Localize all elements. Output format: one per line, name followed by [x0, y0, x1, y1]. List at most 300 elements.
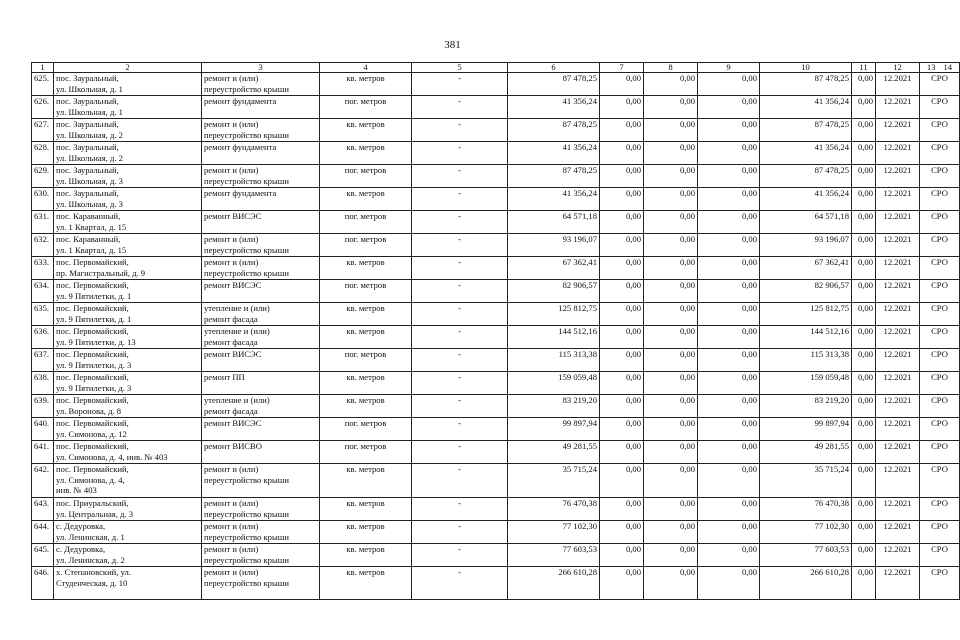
fund-cell: 0,00	[698, 303, 760, 326]
fund-cell: 0,00	[852, 544, 876, 567]
work-type-cell: ремонт и (или) переустройство крыши	[202, 544, 320, 567]
fund-cell: 0,00	[600, 349, 644, 372]
fund-cell: 0,00	[600, 211, 644, 234]
fund-cell: 0,00	[644, 142, 698, 165]
unit-cell: пог. метров	[320, 234, 412, 257]
cost-cell: 49 281,55	[508, 441, 600, 464]
cost-cell: 41 356,24	[508, 96, 600, 119]
fund-cell: 0,00	[852, 73, 876, 96]
volume-cell: -	[412, 567, 508, 600]
fund-cell: 0,00	[698, 280, 760, 303]
fund-cell: 0,00	[644, 418, 698, 441]
total-cell: 87 478,25	[760, 119, 852, 142]
fund-cell: 0,00	[644, 567, 698, 600]
table-row	[32, 544, 960, 567]
fund-cell: 0,00	[852, 188, 876, 211]
table-row	[32, 211, 960, 234]
address-cell: пос. Караванный, ул. 1 Квартал, д. 15	[54, 234, 202, 257]
fund-cell: 0,00	[644, 441, 698, 464]
fund-cell: 0,00	[852, 395, 876, 418]
fund-cell: 0,00	[644, 119, 698, 142]
column-header: 8	[644, 63, 698, 73]
volume-cell: -	[412, 211, 508, 234]
row-number: 636.	[32, 326, 54, 349]
volume-cell: -	[412, 119, 508, 142]
method-cell: СРО	[920, 544, 960, 567]
fund-cell: 0,00	[852, 418, 876, 441]
volume-cell: -	[412, 234, 508, 257]
fund-cell: 0,00	[644, 521, 698, 544]
total-cell: 41 356,24	[760, 188, 852, 211]
address-cell: пос. Первомайский, ул. 9 Пятилетки, д. 1	[54, 280, 202, 303]
method-cell: СРО	[920, 303, 960, 326]
total-cell: 159 059,48	[760, 372, 852, 395]
fund-cell: 0,00	[600, 544, 644, 567]
cost-cell: 64 571,18	[508, 211, 600, 234]
fund-cell: 0,00	[644, 73, 698, 96]
table-row	[32, 521, 960, 544]
column-header: 5	[412, 63, 508, 73]
fund-cell: 0,00	[698, 464, 760, 498]
fund-cell: 0,00	[600, 73, 644, 96]
fund-cell: 0,00	[698, 372, 760, 395]
volume-cell: -	[412, 521, 508, 544]
fund-cell: 0,00	[644, 211, 698, 234]
work-type-cell: утепление и (или) ремонт фасада	[202, 395, 320, 418]
total-cell: 144 512,16	[760, 326, 852, 349]
method-cell: СРО	[920, 441, 960, 464]
row-number: 627.	[32, 119, 54, 142]
row-number: 642.	[32, 464, 54, 498]
table-row	[32, 464, 960, 498]
fund-cell: 0,00	[600, 165, 644, 188]
fund-cell: 0,00	[852, 142, 876, 165]
deadline-cell: 12.2021	[876, 188, 920, 211]
work-type-cell: ремонт и (или) переустройство крыши	[202, 234, 320, 257]
work-type-cell: утепление и (или) ремонт фасада	[202, 303, 320, 326]
fund-cell: 0,00	[852, 234, 876, 257]
method-cell: СРО	[920, 418, 960, 441]
column-header: 9	[698, 63, 760, 73]
address-cell: пос. Приуральский, ул. Центральная, д. 3	[54, 498, 202, 521]
fund-cell: 0,00	[698, 326, 760, 349]
unit-cell: кв. метров	[320, 326, 412, 349]
method-cell: СРО	[920, 73, 960, 96]
fund-cell: 0,00	[644, 326, 698, 349]
deadline-cell: 12.2021	[876, 544, 920, 567]
deadline-cell: 12.2021	[876, 142, 920, 165]
volume-cell: -	[412, 303, 508, 326]
unit-cell: пог. метров	[320, 280, 412, 303]
cost-cell: 41 356,24	[508, 188, 600, 211]
table-row	[32, 418, 960, 441]
unit-cell: кв. метров	[320, 372, 412, 395]
fund-cell: 0,00	[698, 544, 760, 567]
deadline-cell: 12.2021	[876, 257, 920, 280]
deadline-cell: 12.2021	[876, 464, 920, 498]
address-cell: пос. Зауральный, ул. Школьная, д. 2	[54, 119, 202, 142]
deadline-cell: 12.2021	[876, 303, 920, 326]
unit-cell: кв. метров	[320, 544, 412, 567]
column-header: 10	[760, 63, 852, 73]
volume-cell: -	[412, 544, 508, 567]
row-number: 631.	[32, 211, 54, 234]
volume-cell: -	[412, 73, 508, 96]
address-cell: пос. Первомайский, ул. Симонова, д. 4, инв. № 403	[54, 441, 202, 464]
method-cell: СРО	[920, 165, 960, 188]
unit-cell: пог. метров	[320, 418, 412, 441]
total-cell: 76 470,38	[760, 498, 852, 521]
volume-cell: -	[412, 418, 508, 441]
address-cell: пос. Первомайский, ул. Симонова, д. 12	[54, 418, 202, 441]
table-row	[32, 372, 960, 395]
fund-cell: 0,00	[852, 464, 876, 498]
cost-cell: 41 356,24	[508, 142, 600, 165]
work-type-cell: ремонт ВИСЭС	[202, 349, 320, 372]
column-header: 1	[32, 63, 54, 73]
deadline-cell: 12.2021	[876, 119, 920, 142]
address-cell: пос. Зауральный, ул. Школьная, д. 1	[54, 73, 202, 96]
work-type-cell: ремонт и (или) переустройство крыши	[202, 73, 320, 96]
fund-cell: 0,00	[698, 119, 760, 142]
volume-cell: -	[412, 142, 508, 165]
total-cell: 64 571,18	[760, 211, 852, 234]
total-cell: 115 313,38	[760, 349, 852, 372]
fund-cell: 0,00	[698, 96, 760, 119]
total-cell: 41 356,24	[760, 96, 852, 119]
table-row	[32, 119, 960, 142]
work-type-cell: ремонт ВИСЭС	[202, 211, 320, 234]
fund-cell: 0,00	[698, 418, 760, 441]
unit-cell: пог. метров	[320, 96, 412, 119]
cost-cell: 144 512,16	[508, 326, 600, 349]
fund-cell: 0,00	[600, 498, 644, 521]
column-header: 6	[508, 63, 600, 73]
total-cell: 41 356,24	[760, 142, 852, 165]
address-cell: пос. Зауральный, ул. Школьная, д. 3	[54, 188, 202, 211]
column-header: 7	[600, 63, 644, 73]
work-type-cell: ремонт и (или) переустройство крыши	[202, 119, 320, 142]
deadline-cell: 12.2021	[876, 498, 920, 521]
work-type-cell: ремонт фундамента	[202, 96, 320, 119]
cost-cell: 115 313,38	[508, 349, 600, 372]
work-type-cell: ремонт ПП	[202, 372, 320, 395]
fund-cell: 0,00	[852, 498, 876, 521]
work-type-cell: утепление и (или) ремонт фасада	[202, 326, 320, 349]
fund-cell: 0,00	[600, 395, 644, 418]
fund-cell: 0,00	[644, 257, 698, 280]
fund-cell: 0,00	[600, 418, 644, 441]
fund-cell: 0,00	[852, 119, 876, 142]
fund-cell: 0,00	[600, 142, 644, 165]
method-cell: СРО	[920, 188, 960, 211]
method-cell: СРО	[920, 372, 960, 395]
fund-cell: 0,00	[600, 441, 644, 464]
cost-cell: 35 715,24	[508, 464, 600, 498]
fund-cell: 0,00	[600, 234, 644, 257]
method-cell: СРО	[920, 96, 960, 119]
row-number: 644.	[32, 521, 54, 544]
fund-cell: 0,00	[644, 165, 698, 188]
fund-cell: 0,00	[698, 165, 760, 188]
fund-cell: 0,00	[698, 257, 760, 280]
unit-cell: пог. метров	[320, 211, 412, 234]
deadline-cell: 12.2021	[876, 96, 920, 119]
method-cell: СРО	[920, 119, 960, 142]
cost-cell: 76 470,38	[508, 498, 600, 521]
table-row	[32, 441, 960, 464]
fund-cell: 0,00	[644, 96, 698, 119]
address-cell: пос. Караванный, ул. 1 Квартал, д. 15	[54, 211, 202, 234]
method-cell: СРО	[920, 567, 960, 600]
fund-cell: 0,00	[600, 188, 644, 211]
fund-cell: 0,00	[852, 303, 876, 326]
row-number: 635.	[32, 303, 54, 326]
method-cell: СРО	[920, 257, 960, 280]
table-row	[32, 326, 960, 349]
work-type-cell: ремонт ВИСЭС	[202, 418, 320, 441]
fund-cell: 0,00	[852, 211, 876, 234]
total-cell: 49 281,55	[760, 441, 852, 464]
row-number: 640.	[32, 418, 54, 441]
fund-cell: 0,00	[852, 165, 876, 188]
fund-cell: 0,00	[852, 257, 876, 280]
work-type-cell: ремонт и (или) переустройство крыши	[202, 498, 320, 521]
table-row	[32, 567, 960, 600]
fund-cell: 0,00	[852, 326, 876, 349]
fund-cell: 0,00	[600, 257, 644, 280]
total-cell: 77 603,53	[760, 544, 852, 567]
method-cell: СРО	[920, 234, 960, 257]
cost-cell: 83 219,20	[508, 395, 600, 418]
unit-cell: кв. метров	[320, 498, 412, 521]
total-cell: 99 897,94	[760, 418, 852, 441]
unit-cell: кв. метров	[320, 464, 412, 498]
method-cell: СРО	[920, 464, 960, 498]
fund-cell: 0,00	[698, 395, 760, 418]
method-cell: СРО	[920, 326, 960, 349]
unit-cell: кв. метров	[320, 395, 412, 418]
volume-cell: -	[412, 395, 508, 418]
column-header: 4	[320, 63, 412, 73]
fund-cell: 0,00	[698, 567, 760, 600]
row-number: 626.	[32, 96, 54, 119]
capital-repair-table	[31, 62, 960, 600]
method-cell: СРО	[920, 521, 960, 544]
fund-cell: 0,00	[698, 211, 760, 234]
deadline-cell: 12.2021	[876, 395, 920, 418]
work-type-cell: ремонт и (или) переустройство крыши	[202, 165, 320, 188]
volume-cell: -	[412, 96, 508, 119]
address-cell: х. Степановский, ул. Студенческая, д. 10	[54, 567, 202, 600]
total-cell: 83 219,20	[760, 395, 852, 418]
address-cell: пос. Первомайский, ул. Симонова, д. 4, инв. № 403	[54, 464, 202, 498]
deadline-cell: 12.2021	[876, 211, 920, 234]
fund-cell: 0,00	[600, 372, 644, 395]
fund-cell: 0,00	[698, 349, 760, 372]
fund-cell: 0,00	[600, 521, 644, 544]
table-body	[32, 73, 960, 600]
fund-cell: 0,00	[644, 372, 698, 395]
column-header	[920, 63, 960, 73]
unit-cell: пог. метров	[320, 349, 412, 372]
address-cell: пос. Первомайский, пр. Магистральный, д. 9	[54, 257, 202, 280]
volume-cell: -	[412, 257, 508, 280]
work-type-cell: ремонт фундамента	[202, 142, 320, 165]
fund-cell: 0,00	[698, 234, 760, 257]
volume-cell: -	[412, 326, 508, 349]
fund-cell: 0,00	[644, 349, 698, 372]
deadline-cell: 12.2021	[876, 418, 920, 441]
address-cell: пос. Зауральный, ул. Школьная, д. 2	[54, 142, 202, 165]
fund-cell: 0,00	[644, 498, 698, 521]
deadline-cell: 12.2021	[876, 349, 920, 372]
table-row	[32, 395, 960, 418]
volume-cell: -	[412, 188, 508, 211]
fund-cell: 0,00	[600, 567, 644, 600]
fund-cell: 0,00	[698, 441, 760, 464]
fund-cell: 0,00	[852, 96, 876, 119]
deadline-cell: 12.2021	[876, 234, 920, 257]
cost-cell: 159 059,48	[508, 372, 600, 395]
fund-cell: 0,00	[644, 544, 698, 567]
fund-cell: 0,00	[698, 73, 760, 96]
work-type-cell: ремонт ВИСЭС	[202, 280, 320, 303]
row-number: 633.	[32, 257, 54, 280]
fund-cell: 0,00	[644, 188, 698, 211]
volume-cell: -	[412, 349, 508, 372]
address-cell: пос. Первомайский, ул. Воронова, д. 8	[54, 395, 202, 418]
unit-cell: кв. метров	[320, 567, 412, 600]
cost-cell: 87 478,25	[508, 119, 600, 142]
total-cell: 125 812,75	[760, 303, 852, 326]
row-number: 637.	[32, 349, 54, 372]
method-cell: СРО	[920, 280, 960, 303]
volume-cell: -	[412, 498, 508, 521]
row-number: 629.	[32, 165, 54, 188]
fund-cell: 0,00	[600, 464, 644, 498]
fund-cell: 0,00	[644, 395, 698, 418]
fund-cell: 0,00	[852, 349, 876, 372]
deadline-cell: 12.2021	[876, 280, 920, 303]
volume-cell: -	[412, 165, 508, 188]
row-number: 634.	[32, 280, 54, 303]
work-type-cell: ремонт и (или) переустройство крыши	[202, 567, 320, 600]
table-row	[32, 96, 960, 119]
cost-cell: 87 478,25	[508, 165, 600, 188]
total-cell: 82 906,57	[760, 280, 852, 303]
fund-cell: 0,00	[852, 521, 876, 544]
address-cell: пос. Зауральный, ул. Школьная, д. 1	[54, 96, 202, 119]
address-cell: пос. Первомайский, ул. 9 Пятилетки, д. 3	[54, 372, 202, 395]
table-row	[32, 280, 960, 303]
table-row	[32, 234, 960, 257]
column-header: 12	[876, 63, 920, 73]
unit-cell: кв. метров	[320, 257, 412, 280]
work-type-cell: ремонт ВИСВО	[202, 441, 320, 464]
cost-cell: 87 478,25	[508, 73, 600, 96]
cost-cell: 93 196,07	[508, 234, 600, 257]
deadline-cell: 12.2021	[876, 165, 920, 188]
fund-cell: 0,00	[600, 280, 644, 303]
unit-cell: кв. метров	[320, 521, 412, 544]
fund-cell: 0,00	[698, 142, 760, 165]
deadline-cell: 12.2021	[876, 441, 920, 464]
unit-cell: пог. метров	[320, 441, 412, 464]
volume-cell: -	[412, 464, 508, 498]
cost-cell: 125 812,75	[508, 303, 600, 326]
deadline-cell: 12.2021	[876, 567, 920, 600]
address-cell: с. Дедуровка, ул. Ленинская, д. 2	[54, 544, 202, 567]
address-cell: пос. Первомайский, ул. 9 Пятилетки, д. 3	[54, 349, 202, 372]
unit-cell: кв. метров	[320, 303, 412, 326]
table-row	[32, 257, 960, 280]
fund-cell: 0,00	[600, 303, 644, 326]
deadline-cell: 12.2021	[876, 326, 920, 349]
row-number: 632.	[32, 234, 54, 257]
unit-cell: кв. метров	[320, 142, 412, 165]
table-row	[32, 188, 960, 211]
fund-cell: 0,00	[644, 234, 698, 257]
cost-cell: 266 610,28	[508, 567, 600, 600]
table-row	[32, 349, 960, 372]
method-cell: СРО	[920, 142, 960, 165]
work-type-cell: ремонт и (или) переустройство крыши	[202, 521, 320, 544]
fund-cell: 0,00	[852, 441, 876, 464]
work-type-cell: ремонт фундамента	[202, 188, 320, 211]
volume-cell: -	[412, 280, 508, 303]
column-header: 13	[926, 62, 936, 72]
address-cell: пос. Первомайский, ул. 9 Пятилетки, д. 13	[54, 326, 202, 349]
column-header: 14	[943, 62, 953, 72]
total-cell: 87 478,25	[760, 165, 852, 188]
table-row	[32, 498, 960, 521]
total-cell: 35 715,24	[760, 464, 852, 498]
fund-cell: 0,00	[644, 464, 698, 498]
cost-cell: 77 102,30	[508, 521, 600, 544]
address-cell: пос. Зауральный, ул. Школьная, д. 3	[54, 165, 202, 188]
cost-cell: 82 906,57	[508, 280, 600, 303]
cost-cell: 67 362,41	[508, 257, 600, 280]
deadline-cell: 12.2021	[876, 521, 920, 544]
header-row	[32, 63, 960, 73]
work-type-cell: ремонт и (или) переустройство крыши	[202, 257, 320, 280]
deadline-cell: 12.2021	[876, 372, 920, 395]
row-number: 641.	[32, 441, 54, 464]
table-row	[32, 165, 960, 188]
fund-cell: 0,00	[698, 521, 760, 544]
method-cell: СРО	[920, 498, 960, 521]
row-number: 638.	[32, 372, 54, 395]
row-number: 643.	[32, 498, 54, 521]
address-cell: с. Дедуровка, ул. Ленинская, д. 1	[54, 521, 202, 544]
column-header: 3	[202, 63, 320, 73]
volume-cell: -	[412, 441, 508, 464]
method-cell: СРО	[920, 211, 960, 234]
total-cell: 77 102,30	[760, 521, 852, 544]
unit-cell: кв. метров	[320, 188, 412, 211]
total-cell: 67 362,41	[760, 257, 852, 280]
fund-cell: 0,00	[852, 567, 876, 600]
cost-cell: 77 603,53	[508, 544, 600, 567]
table-row	[32, 142, 960, 165]
total-cell: 93 196,07	[760, 234, 852, 257]
fund-cell: 0,00	[600, 96, 644, 119]
fund-cell: 0,00	[852, 280, 876, 303]
row-number: 625.	[32, 73, 54, 96]
fund-cell: 0,00	[644, 280, 698, 303]
unit-cell: кв. метров	[320, 119, 412, 142]
